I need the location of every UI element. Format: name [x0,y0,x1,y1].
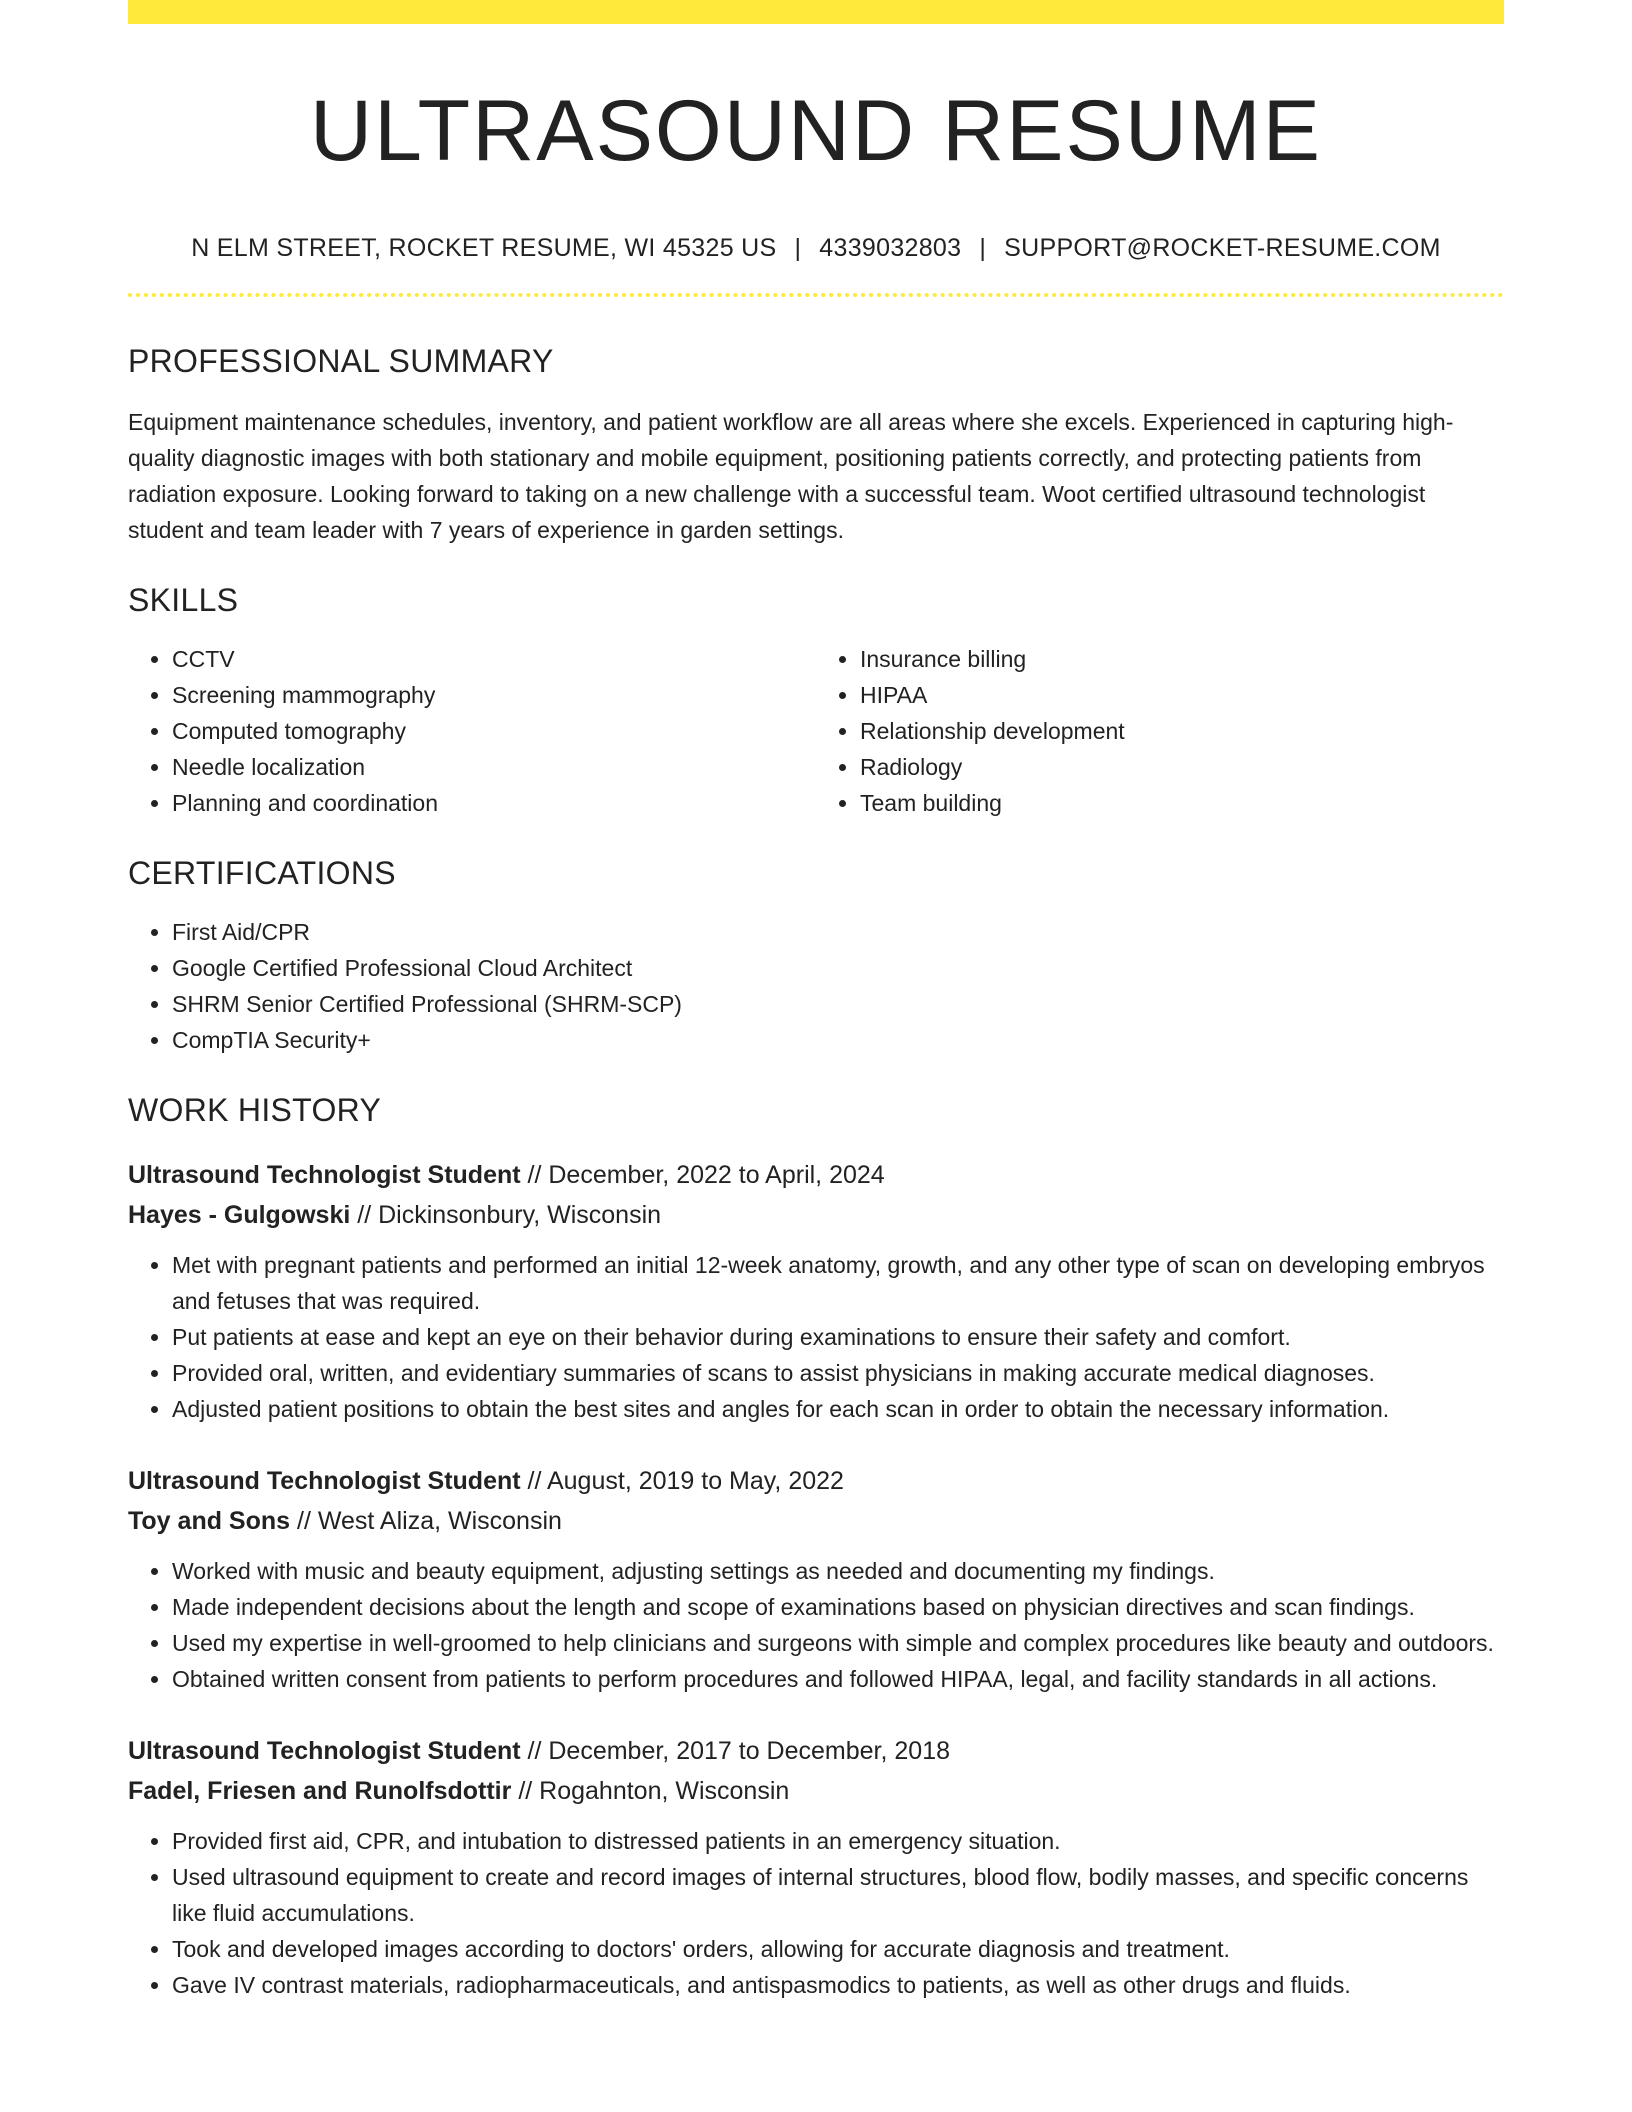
top-accent-bar [128,0,1504,24]
skills-heading: SKILLS [128,581,239,618]
job-title: Ultrasound Technologist Student [128,1736,521,1765]
job-bullets [128,1823,1504,2003]
skill-item: • HIPAA [860,677,1504,713]
summary-heading: PROFESSIONAL SUMMARY [128,342,554,379]
job-bullet: • Worked with music and beauty equipment, adjusting settings as needed and documenting my findings. [172,1553,1504,1589]
skill-item: • Screening mammography [172,677,816,713]
certification-item: • Google Certified Professional Cloud Architect [172,950,1504,986]
job-bullet: • Took and developed images according to doctors' orders, allowing for accurate diagnosis and treatment. [172,1931,1504,1967]
job-title-line [128,1155,1504,1195]
skill-item: • Computed tomography [172,713,816,749]
job-location: // Dickinsonbury, Wisconsin [350,1200,662,1229]
job-location: // Rogahnton, Wisconsin [511,1776,790,1805]
job-bullet: • Adjusted patient positions to obtain the best sites and angles for each scan in order to obtain the necessary information. [172,1391,1504,1427]
resume-title: ULTRASOUND RESUME [310,83,1322,179]
contact-email: SUPPORT@ROCKET-RESUME.COM [1004,233,1441,262]
contact-phone: 4339032803 [819,233,962,262]
contact-separator: | [794,233,802,262]
job-bullet: • Made independent decisions about the length and scope of examinations based on physician directives and scan findings. [172,1589,1504,1625]
job-dates: // December, 2017 to December, 2018 [520,1736,950,1765]
summary-text: Equipment maintenance schedules, inventory, and patient workflow are all areas where she excels. Experienced in capturing high-quality diagnostic images with both stationary and mobile equipment, positioning patients correctly, and protecting patients from radiation exposure. Looking forward to taking on a new challenge with a successful team. Woot certified ultrasound technologist student and team leader with 7 years of experience in garden settings. [128,408,1454,543]
skill-item: • Team building [860,785,1504,821]
job-entry [128,1155,1504,1427]
job-bullets [128,1247,1504,1427]
skills-list-left [128,641,816,821]
job-location: // West Aliza, Wisconsin [290,1506,562,1535]
job-bullet: • Put patients at ease and kept an eye on their behavior during examinations to ensure their safety and comfort. [172,1319,1504,1355]
job-dates: // December, 2022 to April, 2024 [520,1160,885,1189]
job-bullets [128,1553,1504,1697]
job-dates: // August, 2019 to May, 2022 [520,1466,844,1495]
job-company: Toy and Sons [128,1506,291,1535]
job-bullet: • Gave IV contrast materials, radiopharmaceuticals, and antispasmodics to patients, as well as other drugs and fluids. [172,1967,1504,2003]
job-bullet: • Obtained written consent from patients to perform procedures and followed HIPAA, legal, and facility standards in all actions. [172,1661,1504,1697]
skill-item: • Relationship development [860,713,1504,749]
skills-columns [128,641,1504,821]
job-company-line [128,1195,1504,1235]
job-title: Ultrasound Technologist Student [128,1466,521,1495]
job-bullet: • Used ultrasound equipment to create and record images of internal structures, blood flow, bodily masses, and specific concerns like fluid accumulations. [172,1859,1504,1931]
job-company-line [128,1771,1504,1811]
job-company: Hayes - Gulgowski [128,1200,351,1229]
work-history-heading: WORK HISTORY [128,1091,382,1128]
job-bullet: • Provided oral, written, and evidentiary summaries of scans to assist physicians in making accurate medical diagnoses. [172,1355,1504,1391]
contact-separator: | [979,233,987,262]
skill-item: • Insurance billing [860,641,1504,677]
job-bullet: • Provided first aid, CPR, and intubation to distressed patients in an emergency situation. [172,1823,1504,1859]
job-title: Ultrasound Technologist Student [128,1160,521,1189]
skills-list-right [816,641,1504,821]
skill-item: • Needle localization [172,749,816,785]
skill-item: • Planning and coordination [172,785,816,821]
job-bullet: • Used my expertise in well-groomed to help clinicians and surgeons with simple and complex procedures like beauty and outdoors. [172,1625,1504,1661]
skill-item: • Radiology [860,749,1504,785]
contact-address: N ELM STREET, ROCKET RESUME, WI 45325 US [191,233,777,262]
certification-item: • CompTIA Security+ [172,1022,1504,1058]
certification-item: • First Aid/CPR [172,914,1504,950]
job-company: Fadel, Friesen and Runolfsdottir [128,1776,512,1805]
job-title-line [128,1731,1504,1771]
skill-item: • CCTV [172,641,816,677]
contact-line [128,234,1504,263]
dotted-divider [128,293,1504,297]
resume-page [128,0,1504,2003]
job-company-line [128,1501,1504,1541]
job-entry [128,1461,1504,1697]
job-title-line [128,1461,1504,1501]
certifications-heading: CERTIFICATIONS [128,854,396,891]
certifications-list [128,914,1504,1058]
certification-item: • SHRM Senior Certified Professional (SHRM-SCP) [172,986,1504,1022]
job-bullet: • Met with pregnant patients and performed an initial 12-week anatomy, growth, and any other type of scan on developing embryos and fetuses that was required. [172,1247,1504,1319]
job-entry [128,1731,1504,2003]
